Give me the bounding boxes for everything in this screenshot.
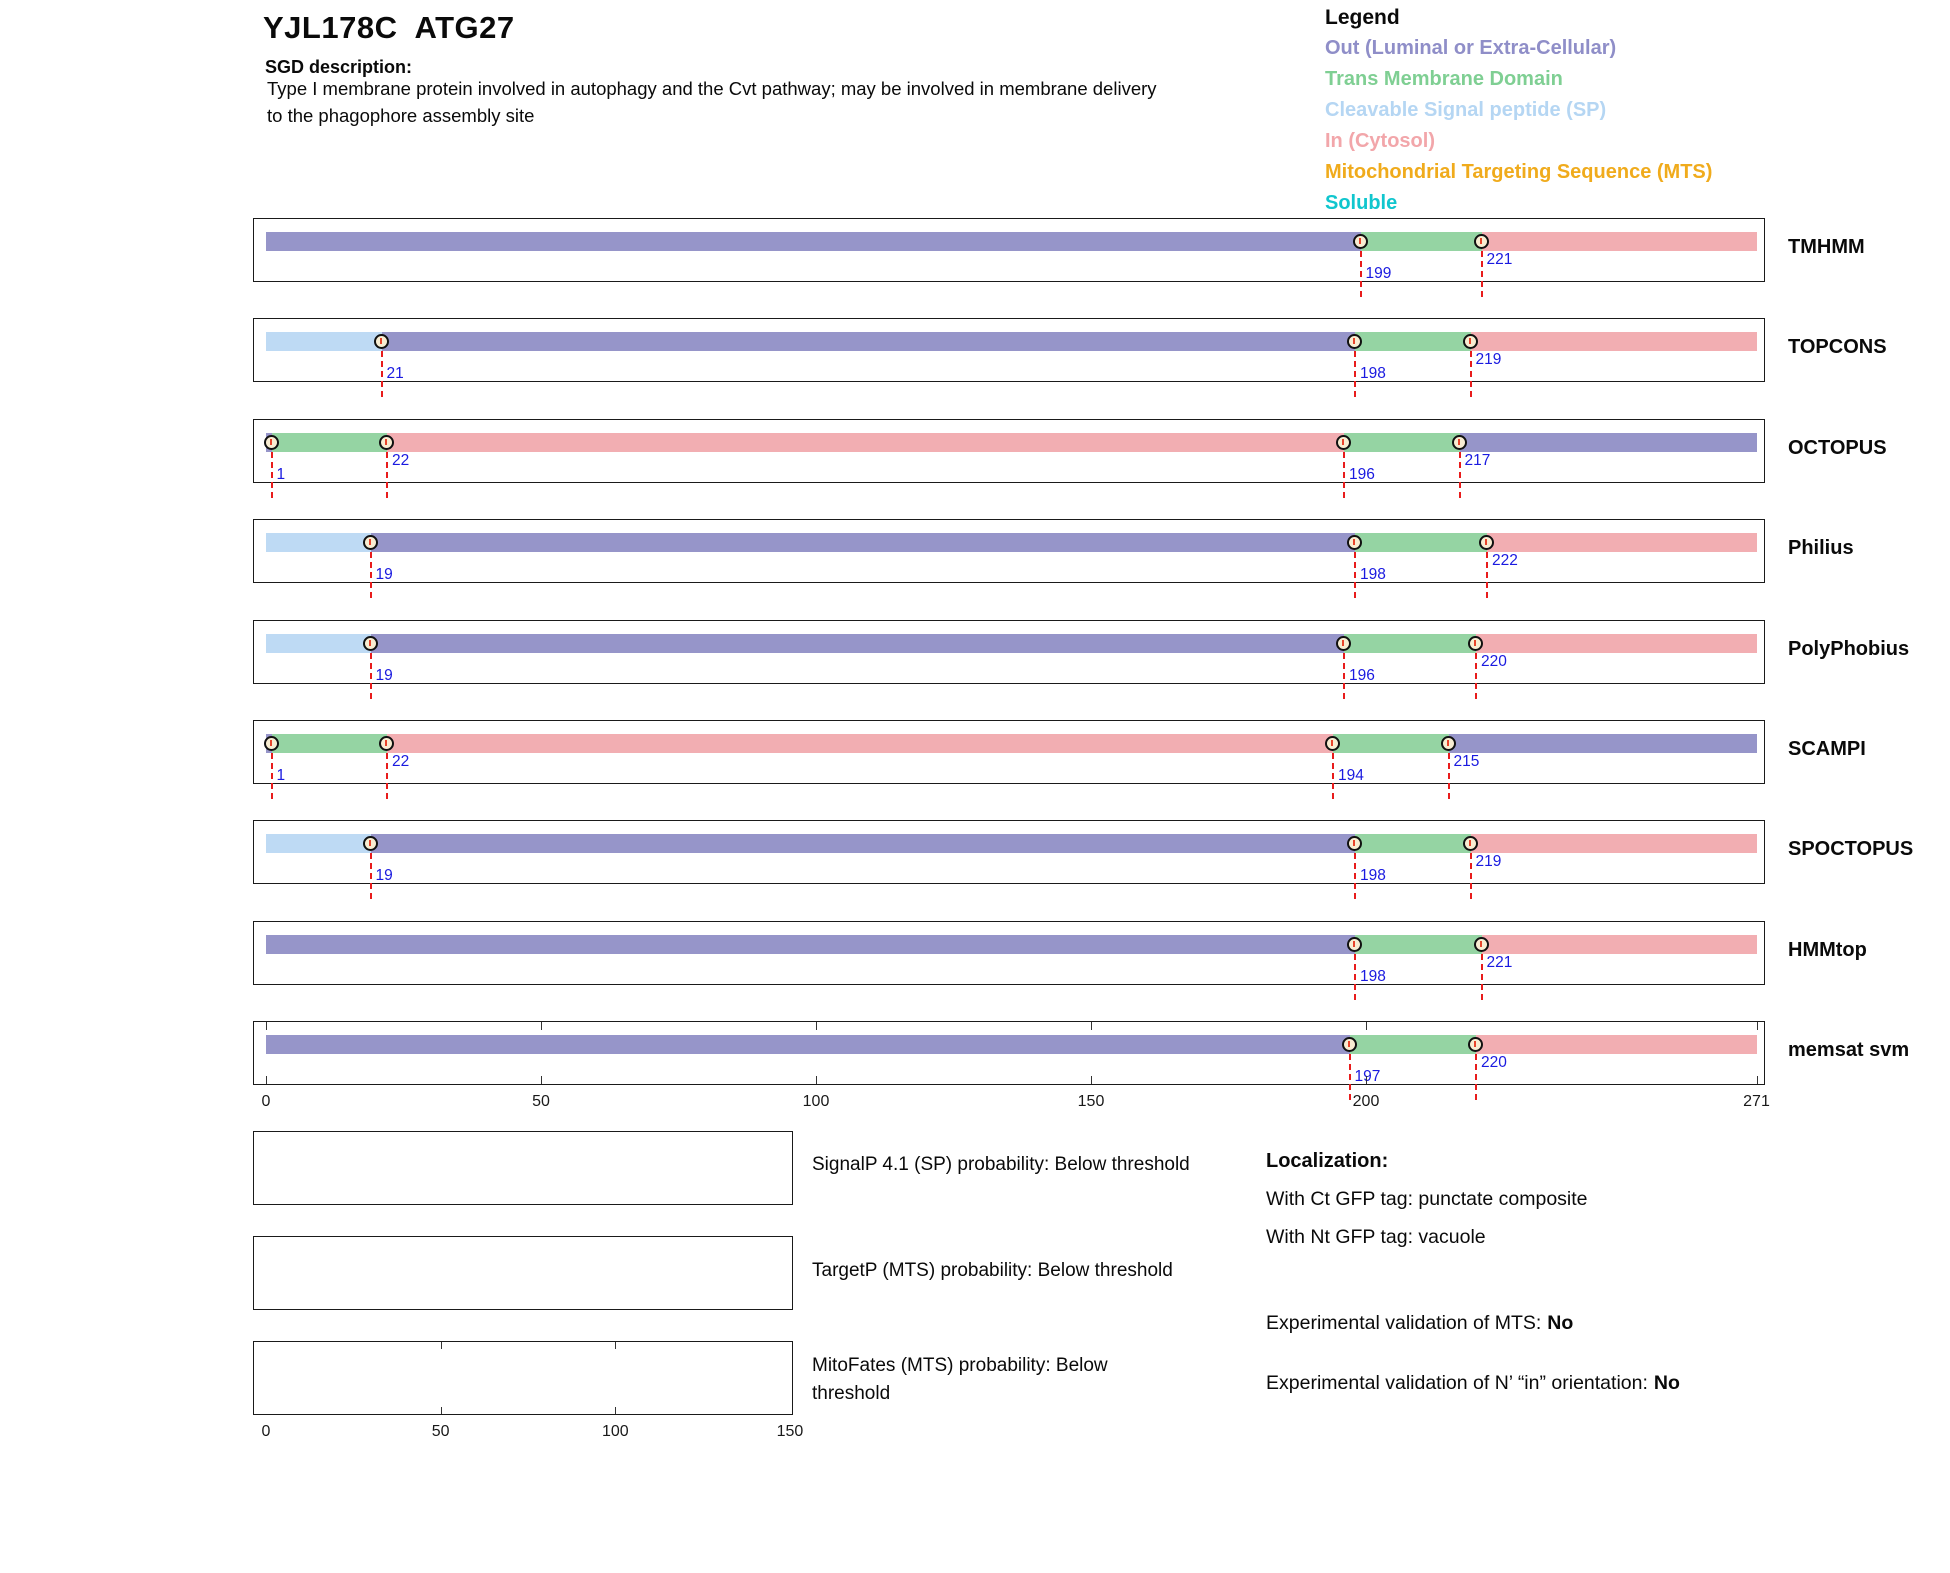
boundary-marker-dash bbox=[1353, 840, 1355, 846]
boundary-marker bbox=[1441, 736, 1456, 751]
boundary-marker bbox=[1463, 334, 1478, 349]
sgd-description-line1: Type I membrane protein involved in autophagy and the Cvt pathway; may be involved in membrane delivery bbox=[267, 78, 1157, 99]
boundary-marker-dash bbox=[1485, 539, 1487, 545]
track-label: TMHMM bbox=[1788, 236, 1865, 258]
boundary-marker bbox=[1325, 736, 1340, 751]
boundary-number: 221 bbox=[1486, 251, 1513, 268]
boundary-marker bbox=[1347, 535, 1362, 550]
boundary-line bbox=[271, 743, 273, 799]
boundary-marker-dash bbox=[1469, 338, 1471, 344]
boundary-line bbox=[1360, 241, 1362, 297]
axis-tick bbox=[541, 1076, 542, 1084]
boundary-marker bbox=[379, 736, 394, 751]
boundary-number: 198 bbox=[1360, 365, 1386, 382]
boundary-marker bbox=[374, 334, 389, 349]
boundary-number: 1 bbox=[276, 767, 286, 784]
boundary-line bbox=[386, 442, 388, 498]
segment-out bbox=[371, 533, 1356, 552]
boundary-number: 215 bbox=[1453, 753, 1480, 770]
mitofates-tick bbox=[441, 1407, 442, 1414]
boundary-number: 196 bbox=[1349, 466, 1375, 483]
boundary-marker-dash bbox=[1353, 338, 1355, 344]
boundary-line bbox=[386, 743, 388, 799]
boundary-marker-dash bbox=[1447, 740, 1449, 746]
boundary-marker bbox=[363, 836, 378, 851]
boundary-marker bbox=[1474, 234, 1489, 249]
segment-out bbox=[266, 232, 1361, 251]
boundary-number: 194 bbox=[1338, 767, 1364, 784]
segment-in bbox=[387, 433, 1344, 452]
axis-tick-label: 150 bbox=[1077, 1093, 1105, 1110]
track-label: memsat svm bbox=[1788, 1039, 1910, 1061]
boundary-number: 198 bbox=[1360, 566, 1386, 583]
segment-in bbox=[1476, 634, 1757, 653]
axis-tick-label: 200 bbox=[1352, 1093, 1380, 1110]
localization-heading: Localization: bbox=[1266, 1150, 1389, 1172]
boundary-number: 198 bbox=[1360, 968, 1386, 985]
targetp-probability-panel bbox=[253, 1236, 793, 1310]
boundary-line bbox=[370, 843, 372, 899]
axis-tick-label: 100 bbox=[802, 1093, 830, 1110]
track-label: OCTOPUS bbox=[1788, 437, 1887, 459]
boundary-marker-dash bbox=[1458, 439, 1460, 445]
boundary-number: 196 bbox=[1349, 667, 1375, 684]
boundary-number: 21 bbox=[386, 365, 404, 382]
mitofates-tick-label: 150 bbox=[776, 1423, 804, 1440]
segment-out bbox=[371, 634, 1345, 653]
axis-tick bbox=[1757, 1022, 1758, 1030]
legend-title: Legend bbox=[1325, 6, 1400, 29]
legend-item-mts: Mitochondrial Targeting Sequence (MTS) bbox=[1325, 161, 1713, 183]
boundary-number: 198 bbox=[1360, 867, 1386, 884]
boundary-marker bbox=[1452, 435, 1467, 450]
boundary-marker-dash bbox=[369, 840, 371, 846]
page-title: YJL178C ATG27 bbox=[263, 10, 515, 45]
boundary-marker bbox=[1342, 1037, 1357, 1052]
boundary-marker-dash bbox=[1353, 539, 1355, 545]
legend-item-tm: Trans Membrane Domain bbox=[1325, 68, 1563, 90]
orientation-validation-value: No bbox=[1653, 1372, 1680, 1394]
boundary-marker bbox=[1468, 1037, 1483, 1052]
boundary-marker bbox=[363, 636, 378, 651]
boundary-line bbox=[1481, 944, 1483, 1000]
boundary-marker-dash bbox=[1474, 1041, 1476, 1047]
boundary-line bbox=[1470, 341, 1472, 397]
segment-tm bbox=[1350, 1035, 1477, 1054]
boundary-marker-dash bbox=[270, 740, 272, 746]
mts-validation-value: No bbox=[1547, 1312, 1574, 1334]
boundary-line bbox=[370, 643, 372, 699]
segment-in bbox=[387, 734, 1333, 753]
boundary-marker bbox=[363, 535, 378, 550]
boundary-marker-dash bbox=[369, 539, 371, 545]
boundary-marker-dash bbox=[1469, 840, 1471, 846]
orientation-validation-line bbox=[1266, 1372, 1680, 1395]
boundary-line bbox=[370, 542, 372, 598]
boundary-line bbox=[1343, 442, 1345, 498]
boundary-line bbox=[1343, 643, 1345, 699]
boundary-marker bbox=[264, 435, 279, 450]
boundary-marker-dash bbox=[369, 640, 371, 646]
boundary-marker-dash bbox=[1474, 640, 1476, 646]
boundary-line bbox=[1349, 1044, 1351, 1100]
track-label: PolyPhobius bbox=[1788, 638, 1910, 660]
boundary-marker-dash bbox=[1359, 238, 1361, 244]
track-label: Philius bbox=[1788, 537, 1854, 559]
segment-in bbox=[1487, 533, 1757, 552]
axis-tick bbox=[266, 1076, 267, 1084]
boundary-number: 19 bbox=[375, 667, 393, 684]
boundary-line bbox=[1332, 743, 1334, 799]
boundary-line bbox=[1486, 542, 1488, 598]
segment-tm bbox=[1344, 433, 1460, 452]
boundary-marker-dash bbox=[270, 439, 272, 445]
mitofates-tick-label: 100 bbox=[601, 1423, 629, 1440]
boundary-marker-dash bbox=[1331, 740, 1333, 746]
mts-validation-label: Experimental validation of MTS: bbox=[1266, 1312, 1542, 1334]
boundary-marker bbox=[1353, 234, 1368, 249]
boundary-number: 221 bbox=[1486, 954, 1513, 971]
boundary-marker bbox=[264, 736, 279, 751]
boundary-number: 1 bbox=[276, 466, 286, 483]
axis-tick bbox=[1757, 1076, 1758, 1084]
boundary-number: 19 bbox=[375, 566, 393, 583]
segment-in bbox=[1482, 232, 1757, 251]
track-label: HMMtop bbox=[1788, 939, 1867, 961]
segment-tm bbox=[272, 433, 388, 452]
mitofates-probability-label: MitoFates (MTS) probability: Below threshold bbox=[812, 1355, 1108, 1404]
boundary-number: 197 bbox=[1354, 1068, 1381, 1085]
boundary-line bbox=[1354, 542, 1356, 598]
axis-tick bbox=[541, 1022, 542, 1030]
signalp-probability-label: SignalP 4.1 (SP) probability: Below threshold bbox=[812, 1154, 1190, 1175]
legend-item-out: Out (Luminal or Extra-Cellular) bbox=[1325, 37, 1617, 59]
segment-out bbox=[1449, 734, 1757, 753]
boundary-marker-dash bbox=[1480, 238, 1482, 244]
signalp-probability-panel bbox=[253, 1131, 793, 1205]
mitofates-tick-label: 50 bbox=[431, 1423, 450, 1440]
segment-tm bbox=[1333, 734, 1449, 753]
boundary-marker-dash bbox=[1348, 1041, 1350, 1047]
boundary-marker bbox=[1347, 334, 1362, 349]
boundary-marker bbox=[379, 435, 394, 450]
boundary-marker bbox=[1463, 836, 1478, 851]
axis-tick bbox=[266, 1022, 267, 1030]
segment-tm bbox=[1355, 935, 1482, 954]
boundary-marker bbox=[1474, 937, 1489, 952]
mitofates-tick bbox=[441, 1342, 442, 1349]
axis-tick bbox=[1366, 1076, 1367, 1084]
boundary-marker-dash bbox=[385, 740, 387, 746]
boundary-line bbox=[1481, 241, 1483, 297]
axis-tick bbox=[816, 1022, 817, 1030]
axis-tick-label: 0 bbox=[261, 1093, 271, 1110]
boundary-marker bbox=[1468, 636, 1483, 651]
axis-tick bbox=[816, 1076, 817, 1084]
segment-in bbox=[1476, 1035, 1757, 1054]
segment-sp bbox=[266, 634, 371, 653]
boundary-line bbox=[1470, 843, 1472, 899]
segment-sp bbox=[266, 533, 371, 552]
segment-out bbox=[1460, 433, 1757, 452]
boundary-marker bbox=[1336, 636, 1351, 651]
boundary-number: 199 bbox=[1365, 265, 1392, 282]
axis-tick-label: 271 bbox=[1743, 1093, 1770, 1110]
segment-tm bbox=[1355, 834, 1471, 853]
segment-sp bbox=[266, 332, 382, 351]
segment-out bbox=[266, 935, 1355, 954]
boundary-number: 220 bbox=[1481, 1054, 1507, 1071]
boundary-line bbox=[271, 442, 273, 498]
boundary-marker bbox=[1336, 435, 1351, 450]
mitofates-tick-label: 0 bbox=[261, 1423, 271, 1440]
segment-tm bbox=[1344, 634, 1476, 653]
axis-tick bbox=[1091, 1076, 1092, 1084]
track-label: SCAMPI bbox=[1788, 738, 1866, 760]
segment-out bbox=[382, 332, 1356, 351]
boundary-number: 220 bbox=[1481, 653, 1507, 670]
boundary-number: 219 bbox=[1475, 853, 1502, 870]
boundary-line bbox=[1459, 442, 1461, 498]
legend-item-soluble: Soluble bbox=[1325, 192, 1398, 214]
boundary-number: 22 bbox=[392, 452, 410, 469]
boundary-line bbox=[381, 341, 383, 397]
boundary-number: 219 bbox=[1475, 351, 1502, 368]
boundary-line bbox=[1448, 743, 1450, 799]
segment-in bbox=[1482, 935, 1757, 954]
mitofates-tick bbox=[615, 1342, 616, 1349]
boundary-line bbox=[1475, 643, 1477, 699]
track-label: SPOCTOPUS bbox=[1788, 838, 1914, 860]
track-label: TOPCONS bbox=[1788, 336, 1887, 358]
boundary-marker-dash bbox=[1480, 941, 1482, 947]
mitofates-probability-panel bbox=[253, 1341, 793, 1415]
segment-out bbox=[371, 834, 1356, 853]
boundary-number: 217 bbox=[1464, 452, 1491, 469]
segment-tm bbox=[1355, 533, 1487, 552]
boundary-line bbox=[1354, 341, 1356, 397]
boundary-line bbox=[1354, 843, 1356, 899]
segment-tm bbox=[1355, 332, 1471, 351]
segment-in bbox=[1471, 834, 1757, 853]
orientation-validation-label: Experimental validation of N’ “in” orientation: bbox=[1266, 1372, 1648, 1394]
localization-nt-line: With Nt GFP tag: vacuole bbox=[1266, 1226, 1486, 1248]
boundary-number: 22 bbox=[392, 753, 410, 770]
boundary-marker bbox=[1347, 937, 1362, 952]
boundary-marker-dash bbox=[1353, 941, 1355, 947]
boundary-number: 222 bbox=[1492, 552, 1518, 569]
legend-item-in: In (Cytosol) bbox=[1325, 130, 1435, 152]
mts-validation-line bbox=[1266, 1312, 1573, 1335]
axis-tick bbox=[1091, 1022, 1092, 1030]
boundary-marker bbox=[1479, 535, 1494, 550]
segment-tm bbox=[272, 734, 388, 753]
segment-sp bbox=[266, 834, 371, 853]
segment-out bbox=[266, 1035, 1350, 1054]
boundary-line bbox=[1475, 1044, 1477, 1100]
boundary-marker-dash bbox=[1342, 640, 1344, 646]
sgd-description-label: SGD description: bbox=[265, 57, 413, 77]
segment-tm bbox=[1361, 232, 1482, 251]
legend-item-sp: Cleavable Signal peptide (SP) bbox=[1325, 99, 1607, 121]
axis-tick bbox=[1366, 1022, 1367, 1030]
boundary-marker-dash bbox=[1342, 439, 1344, 445]
boundary-line bbox=[1354, 944, 1356, 1000]
boundary-marker-dash bbox=[380, 338, 382, 344]
boundary-marker-dash bbox=[385, 439, 387, 445]
segment-in bbox=[1471, 332, 1757, 351]
boundary-number: 19 bbox=[375, 867, 393, 884]
localization-ct-line: With Ct GFP tag: punctate composite bbox=[1266, 1188, 1588, 1210]
targetp-probability-label: TargetP (MTS) probability: Below threshold bbox=[812, 1260, 1173, 1281]
mitofates-tick bbox=[615, 1407, 616, 1414]
axis-tick-label: 50 bbox=[532, 1093, 550, 1110]
boundary-marker bbox=[1347, 836, 1362, 851]
sgd-description-line2: to the phagophore assembly site bbox=[267, 105, 535, 126]
